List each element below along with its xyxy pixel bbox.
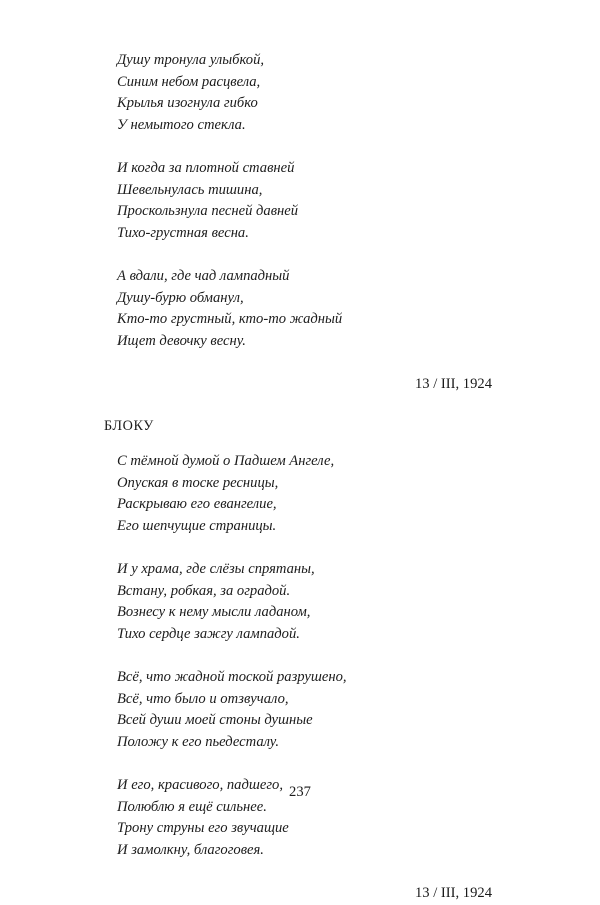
verse-line: Ищет девочку весну. (117, 332, 246, 349)
verse-line: Раскрываю его евангелие, (117, 496, 277, 512)
verse-line: Шевельнулась тишина, (117, 181, 263, 198)
title-gap (0, 437, 600, 451)
verse-line: И когда за плотной ставней (117, 160, 295, 176)
top-margin (0, 0, 600, 50)
verse-line: Тихо-грустная весна. (117, 224, 249, 241)
verse-line: Тихо сердце зажгу лампадой. (117, 625, 300, 642)
stanza (0, 667, 600, 753)
poem-block (0, 50, 600, 396)
verse-line: Крылья изогнула гибко (117, 95, 258, 111)
verse-line: У немытого стекла. (117, 116, 246, 133)
verse-line: И у храма, где слёзы спрятаны, (117, 561, 315, 577)
page-number: 237 (289, 784, 311, 800)
poem-title: БЛОКУ (104, 417, 154, 434)
poem-date: 13 / III, 1924 (414, 376, 492, 392)
verse-line: Трону струны его звучащие (117, 820, 289, 836)
verse-line: Проскользнула песней давней (117, 203, 299, 219)
verse-line: Вознесу к нему мысли ладаном, (117, 604, 311, 620)
stanza (0, 158, 600, 244)
verse-line: Синим небом расцвела, (117, 73, 261, 90)
verse-line: Опуская в тоске ресницы, (117, 474, 279, 491)
verse-line: Душу-бурю обманул, (117, 289, 244, 306)
verse-line: Его шепчущие страницы. (117, 517, 277, 534)
stanza (0, 559, 600, 645)
verse-line: С тёмной думой о Падшем Ангеле, (117, 453, 335, 469)
verse-line: И замолкну, благоговея. (117, 841, 264, 858)
verse-line: Полюблю я ещё сильнее. (117, 798, 267, 815)
poem-block (0, 416, 600, 905)
verse-line: Всё, что жадной тоской разрушено, (117, 669, 347, 685)
verse-line: Положу к его пьедесталу. (117, 733, 280, 750)
verse-line: А вдали, где чад лампадный (117, 268, 290, 284)
stanza (0, 50, 600, 136)
verse-line: Встану, робкая, за оградой. (117, 582, 291, 599)
verse-line: И его, красивого, падшего, (117, 777, 283, 793)
stanza (0, 451, 600, 537)
verse-line: Кто-то грустный, кто-то жадный (117, 311, 343, 327)
verse-line: Всё, что было и отзвучало, (117, 690, 289, 707)
section-gap (0, 396, 600, 416)
verse-line: Всей души моей стоны душные (117, 712, 313, 728)
verse-line: Душу тронула улыбкой, (117, 52, 265, 68)
poem-date: 13 / III, 1924 (414, 885, 492, 901)
stanza (0, 266, 600, 352)
